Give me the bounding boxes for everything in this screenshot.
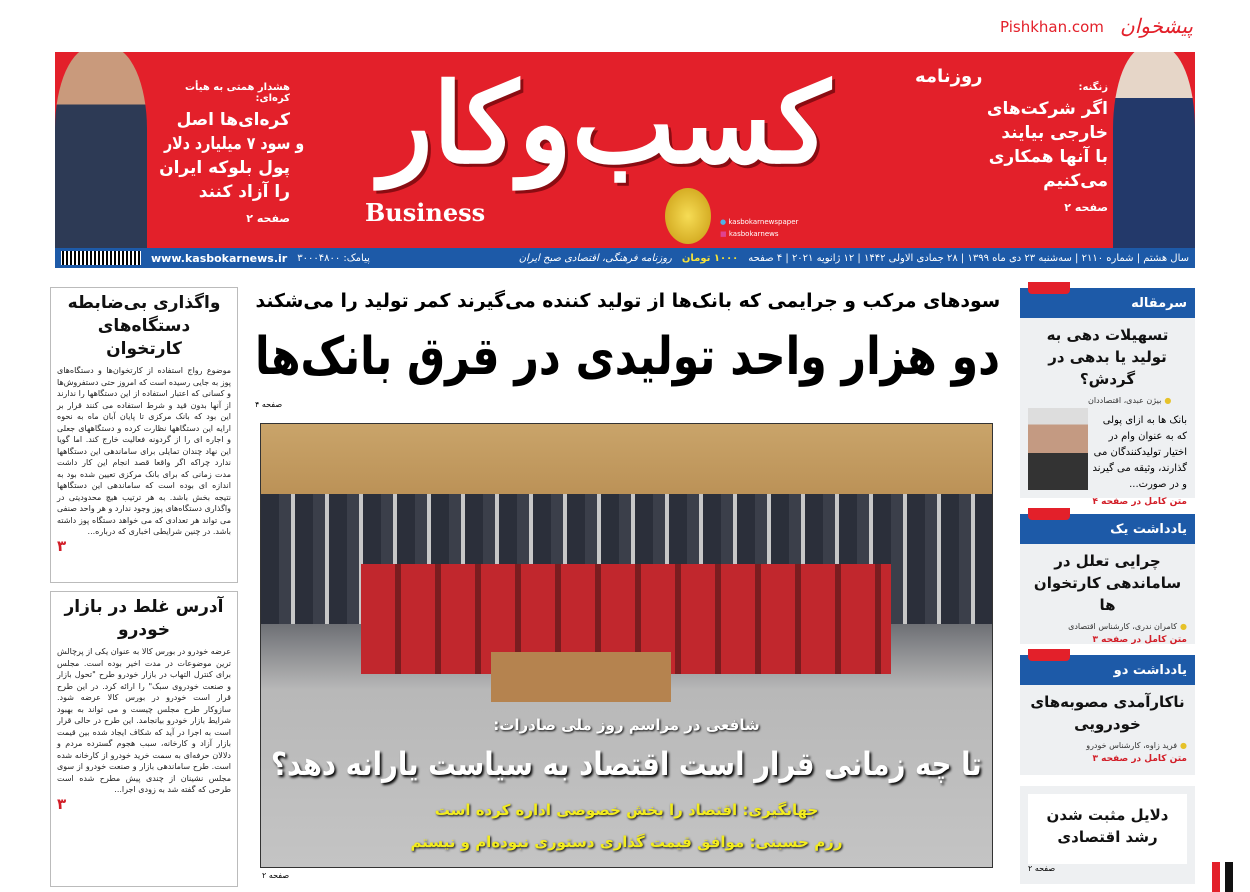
corner-mark: [1212, 862, 1220, 892]
right-story[interactable]: زنگنه: اگر شرکت‌های خارجی بیایند با آنها همکاری می‌کنیم صفحه ۲: [986, 82, 1108, 214]
left-article-2[interactable]: آدرس غلط در بازار خودرو عرضه خودرو در بورس کالا به عنوان یکی از پرچالش ترین موضوعات در مدت اخیر بوده است. مجلس برای کنترل التهاب در بازار خودرو طرح "تحول بازار و صنعت خودروی سبک" را ارائه کرد. در این طرح قرار است خودرو در بورس کالا عرضه شود. سازوکار طرح مجلس چیست و می تواند به بهبود شرایط بازار خودرو بیانجامد. این طرح در حالی قرار است به اجرا در آید که شکاف ایجاد شده بین قیمت بازار آزاد و کارخانه، سبب هجوم گسترده مردم و دلالان حرفه‌ای به سمت خرید خودرو از کارخانه شده است. طرح ساماندهی بازار و صنعت خودرو از سوی مجلس نشینان از چندی پیش مطرح شده است طرحی که گفته شد به زودی اجرا... ۳: [50, 591, 238, 887]
author-photo: [1028, 408, 1088, 490]
photo-kicker: شافعی در مراسم روز ملی صادرات:: [493, 716, 760, 734]
logo: کسب‌وکار: [379, 59, 831, 188]
left-article-1[interactable]: واگذاری بی‌ضابطه دستگاه‌های کارتخوان موضوع رواج استفاده از کارتخوان‌ها و دستگاه‌های پوز به جایی رسیده است که امروز حتی دستفروش‌ها و کسانی که اعتبار استفاده از این دستگاهها را ندارند از آنها بدون قید و شرط استفاده می کنند قرار بر این بود که بانک مرکزی تا پایان آبان ماه به نحوه ارایه این دستگاهها نظارت کرده و دستگاههای جعلی و اجاره ای را از گردونه فعالیت خارج کند. اما گویا این نهاد چندان تمایلی برای ساماندهی این دستگاهها ندارد چراکه اگر واقعا قصد انجام این کار داشت مدت زمانی که برای بانک مرکزی تعیین شده بود به اندازه ای بوده است که ساماندهی این دستگاهها نتیجه بخش باشد. به هر ترتیب هیچ محدودیتی در واگذاری دستگاه‌های پوز وجود ندارد و هر واحد صنفی می تواند هر تعدادی که می خواهد دستگاه پوز داشته باشد. در چنین شرایطی اخباری که درباره... ۳: [50, 287, 238, 583]
logo-prefix: روزنامه: [915, 66, 983, 87]
info-strip: سال هشتم | شماره ۲۱۱۰ | سه‌شنبه ۲۳ دی ماه ۱۳۹۹ | ۲۸ جمادی الاولی ۱۴۴۲ | ۱۲ ژانویه ۲۰۲۱ | ۴ صفحه ۱۰۰۰ تومان روزنامه فرهنگی، اقتصادی صبح ایران پیامک: ۳۰۰۰۴۸۰۰ www.kasbokarnews.ir: [55, 248, 1195, 268]
coin-icon: [665, 188, 711, 244]
note-two[interactable]: یادداشت دو ناکارآمدی مصوبه‌های خودرویی ● فرید زاوه، کارشناس خودرو متن کامل در صفحه ۳: [1020, 655, 1195, 775]
social-links: [720, 216, 798, 240]
main-photo: [260, 423, 993, 868]
instagram-icon: ■: [720, 230, 727, 238]
instagram-link[interactable]: ■ kasbokarnews: [720, 230, 779, 238]
main-headline[interactable]: دو هزار واحد تولیدی در قرق بانک‌ها: [255, 327, 1000, 387]
website-link[interactable]: www.kasbokarnews.ir: [151, 251, 288, 265]
telegram-icon: ●: [720, 218, 727, 226]
photo-quote-2: رزم حسینی: موافق قیمت گذاری دستوری نبوده‌ام و نیستم: [410, 833, 843, 851]
photo-headline[interactable]: تا چه زمانی قرار است اقتصاد به سیاست یارانه دهد؟: [271, 745, 982, 783]
bottom-teaser[interactable]: دلایل مثبت شدن رشد اقتصادی صفحه ۲: [1020, 786, 1195, 884]
corner-mark: [1225, 862, 1233, 892]
editorial[interactable]: سرمقاله تسهیلات دهی به تولید یا بدهی در گردش؟ ● بیژن عبدی، اقتصاددان بانک ها به ازای پولی که به عنوان وام در اختیار تولیدکنندگان می گذارند، وثیقه می گیرند و در صورت... متن کامل در صفحه ۴: [1020, 288, 1195, 498]
left-story-page: صفحه ۲: [246, 212, 290, 225]
left-column: [50, 287, 238, 887]
photo-quote-1: جهانگیری: اقتصاد را بخش خصوصی اداره کرده است: [434, 801, 819, 819]
main-subhead: سودهای مرکب و جرایمی که بانک‌ها از تولید کننده می‌گیرند کمر تولید را می‌شکند: [255, 290, 1000, 312]
logo-latin: Business: [365, 198, 486, 227]
left-story[interactable]: هشدار همتی به هیأت کره‌ای: کره‌ای‌ها اصل و سود ۷ میلیارد دلار پول بلوکه ایران را آزاد کنند صفحه ۲: [150, 82, 290, 225]
watermark-fa: پیشخوان: [1120, 14, 1193, 38]
photo-right-person: [1113, 52, 1195, 248]
photo-left-person: [55, 52, 147, 248]
note-one[interactable]: یادداشت یک چرایی تعلل در ساماندهی کارتخوان ها ● کامران ندری، کارشناس اقتصادی متن کامل در صفحه ۳: [1020, 514, 1195, 644]
masthead: [55, 52, 1195, 248]
barcode: [61, 251, 141, 265]
table: [491, 652, 671, 702]
telegram-link[interactable]: ● kasbokarnewspaper: [720, 218, 799, 226]
watermark: Pishkhan.com: [1000, 18, 1104, 36]
headline-page: صفحه ۴: [255, 400, 283, 409]
